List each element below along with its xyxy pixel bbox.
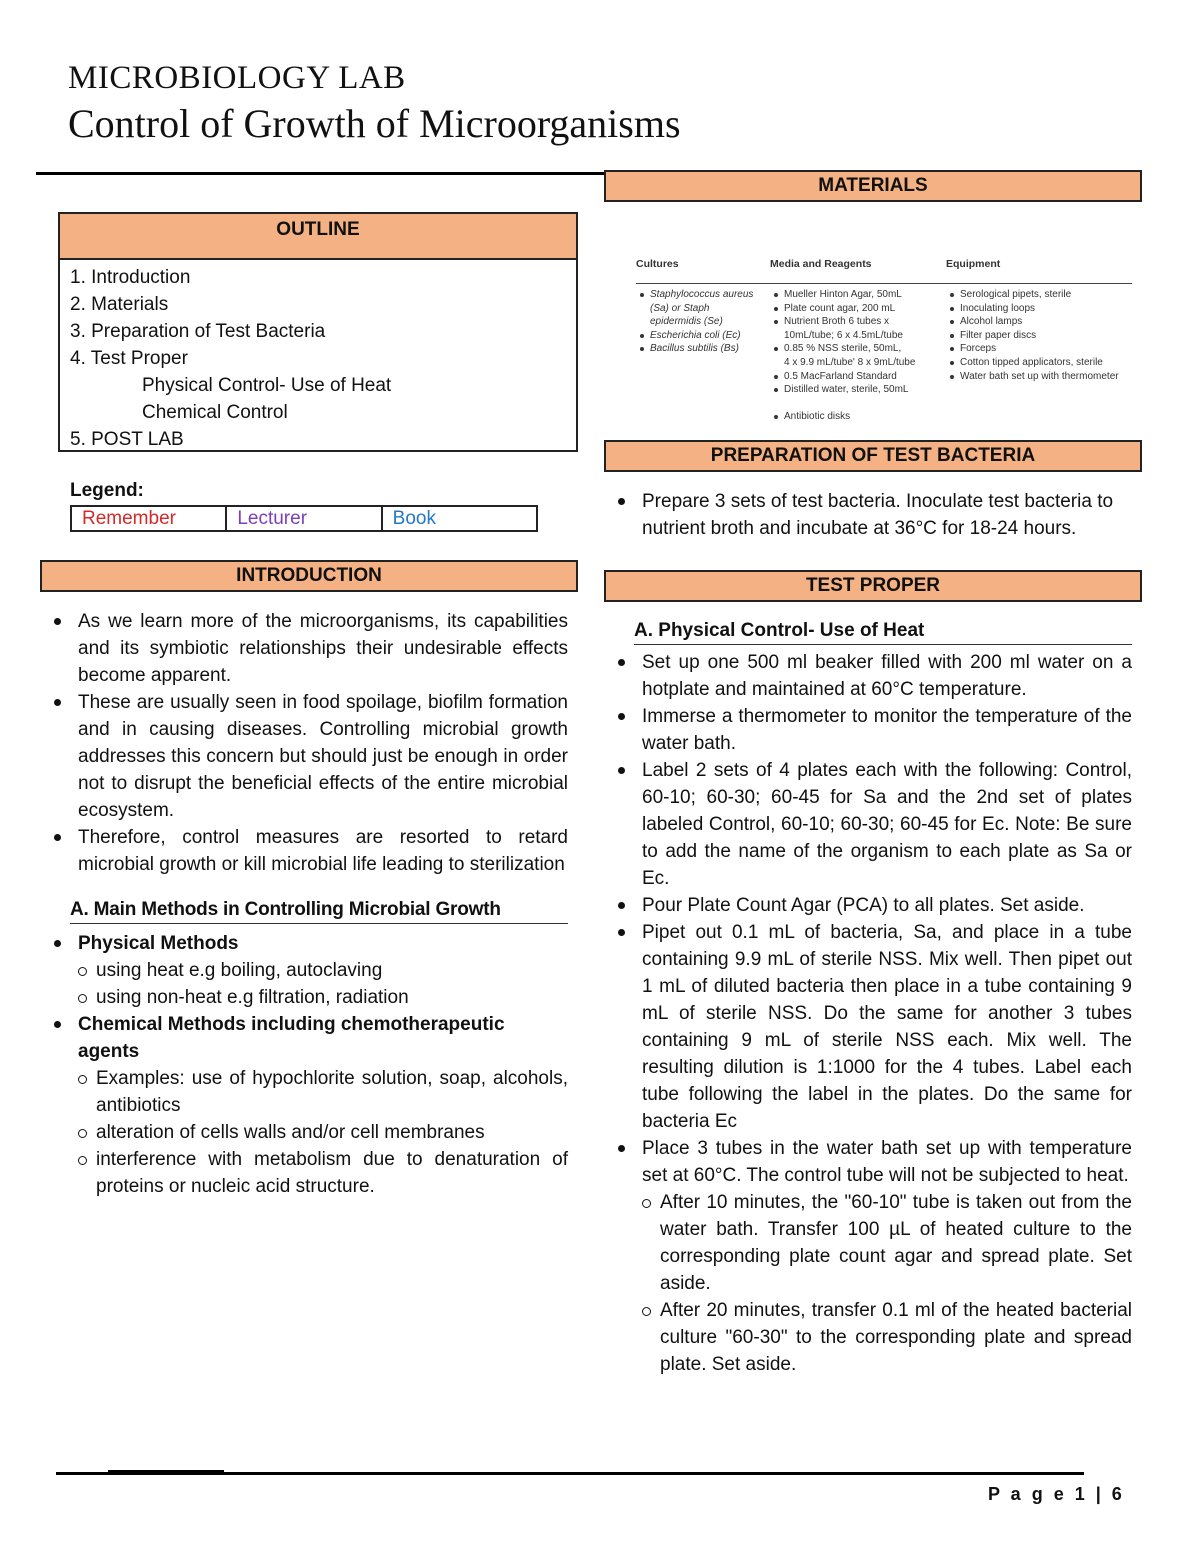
intro-bullet: As we learn more of the microorganisms, its capabilities and its symbiotic relationships their undesirable effects become apparent. — [40, 608, 568, 689]
materials-item: 10mL/tube; 6 x 4.5mL/tube — [784, 329, 903, 341]
materials-item — [770, 397, 946, 411]
legend-lecturer: Lecturer — [227, 507, 382, 530]
materials-item: Forceps — [946, 342, 1132, 356]
outline-item: 2. Materials — [70, 294, 169, 315]
test-bullet: Pour Plate Count Agar (PCA) to all plates. Set aside. — [604, 892, 1132, 919]
legend-book: Book — [392, 508, 436, 529]
materials-item: Escherichia coli (Ec) — [636, 329, 770, 343]
outline-box — [58, 212, 578, 452]
bottom-divider — [56, 1472, 1084, 1475]
course-title: MICROBIOLOGY LAB — [68, 60, 406, 96]
outline-item: 5. POST LAB — [70, 429, 184, 450]
test-sub: After 10 minutes, the "60-10" tube is taken out from the water bath. Transfer 100 µL of heated culture to the corresponding plate count agar and spread plate. Set aside. — [604, 1189, 1132, 1297]
legend-table — [70, 505, 538, 532]
materials-item: Antibiotic disks — [770, 410, 946, 424]
page-number: P a g e 1 | 6 — [988, 1484, 1125, 1504]
test-bullet: Label 2 sets of 4 plates each with the following: Control, 60-10; 60-30; 60-45 for Sa and the 2nd set of plates labeled Control, 60-10; 60-30; 60-45 for Ec. Note: Be sure to add the name of the organism to each plate as Sa or Ec. — [604, 757, 1132, 892]
test-bullet: Set up one 500 ml beaker filled with 200 ml water on a hotplate and maintained at 60°C temperature. — [604, 649, 1132, 703]
preparation-body — [604, 488, 1124, 542]
introduction-heading: INTRODUCTION — [40, 560, 578, 592]
materials-item: 4 x 9.9 mL/tube' 8 x 9mL/tube — [784, 356, 916, 368]
outline-subitem: Physical Control- Use of Heat — [142, 375, 392, 396]
intro-bullet: These are usually seen in food spoilage, biofilm formation and in causing diseases. Controlling microbial growth addresses this concern but should just be enough in order not to disrupt the beneficial effects of the entire microbial ecosystem. — [40, 689, 568, 824]
legend-label: Legend: — [70, 480, 144, 501]
chemical-sub: alteration of cells walls and/or cell membranes — [40, 1119, 568, 1146]
chemical-sub: Examples: use of hypochlorite solution, soap, alcohols, antibiotics — [40, 1065, 568, 1119]
test-proper-body — [604, 617, 1132, 1378]
physical-sub: using non-heat e.g filtration, radiation — [40, 984, 568, 1011]
materials-col-title: Equipment — [946, 258, 1132, 284]
materials-item: Distilled water, sterile, 50mL — [770, 383, 946, 397]
materials-item: Water bath set up with thermometer — [946, 370, 1132, 384]
chemical-methods: Chemical Methods including chemotherapeutic agents — [40, 1011, 568, 1065]
bottom-divider-accent — [108, 1470, 224, 1472]
introduction-body — [40, 608, 568, 1200]
preparation-bullet: Prepare 3 sets of test bacteria. Inoculate test bacteria to nutrient broth and incubate at 36°C for 18-24 hours. — [604, 488, 1124, 542]
test-bullet: Place 3 tubes in the water bath set up with temperature set at 60°C. The control tube will not be subjected to heat. — [604, 1135, 1132, 1189]
materials-col-title: Cultures — [636, 258, 770, 284]
test-sub: After 20 minutes, transfer 0.1 ml of the heated bacterial culture "60-30" to the corresponding plate and spread plate. Set aside. — [604, 1297, 1132, 1378]
outline-item: 3. Preparation of Test Bacteria — [70, 321, 326, 342]
test-bullet: Immerse a thermometer to monitor the temperature of the water bath. — [604, 703, 1132, 757]
legend-remember: Remember — [72, 507, 227, 530]
materials-item: Staphylococcus aureus — [636, 288, 770, 302]
materials-col-title: Media and Reagents — [770, 258, 946, 284]
intro-bullet: Therefore, control measures are resorted to retard microbial growth or kill microbial life leading to sterilization — [40, 824, 568, 878]
materials-item: (Sa) or Staph — [650, 302, 710, 314]
outline-item: 4. Test Proper — [70, 348, 188, 369]
materials-heading: MATERIALS — [604, 170, 1142, 202]
physical-methods: Physical Methods — [40, 930, 568, 957]
materials-col-equipment — [946, 258, 1132, 383]
methods-heading: A. Main Methods in Controlling Microbial Growth — [70, 896, 568, 924]
materials-item: Alcohol lamps — [946, 315, 1132, 329]
test-bullet: Pipet out 0.1 mL of bacteria, Sa, and place in a tube containing 9.9 mL of sterile NSS. Mix well. Then pipet out 1 mL of diluted bacteria then place in a tube containing 9 mL of sterile NSS. Do the same for another 3 tubes containing 9 mL of sterile NSS each. Mix well. The resulting dilution is 1:1000 for the 4 tubes. Label each tube following the label in the plates. Do the same for bacteria Ec — [604, 919, 1132, 1135]
materials-item: 0.5 MacFarland Standard — [770, 370, 946, 384]
materials-item: Mueller Hinton Agar, 50mL — [770, 288, 946, 302]
top-divider — [36, 172, 606, 175]
outline-heading: OUTLINE — [60, 214, 576, 260]
materials-item: Inoculating loops — [946, 302, 1132, 316]
test-proper-heading: TEST PROPER — [604, 570, 1142, 602]
materials-item: Filter paper discs — [946, 329, 1132, 343]
materials-col-media — [770, 258, 946, 424]
physical-control-heading: A. Physical Control- Use of Heat — [634, 617, 1132, 645]
materials-item: 0.85 % NSS sterile, 50mL, — [770, 342, 946, 356]
materials-item: Bacillus subtilis (Bs) — [636, 342, 770, 356]
outline-subitem: Chemical Control — [142, 402, 288, 423]
outline-list — [60, 260, 576, 453]
materials-item: Plate count agar, 200 mL — [770, 302, 946, 316]
chemical-sub: interference with metabolism due to denaturation of proteins or nucleic acid structure. — [40, 1146, 568, 1200]
materials-col-cultures — [636, 258, 770, 356]
preparation-heading: PREPARATION OF TEST BACTERIA — [604, 440, 1142, 472]
materials-item: Serological pipets, sterile — [946, 288, 1132, 302]
outline-item: 1. Introduction — [70, 267, 191, 288]
page-title: Control of Growth of Microorganisms — [68, 101, 681, 146]
materials-item: Nutrient Broth 6 tubes x — [770, 315, 946, 329]
materials-item: Cotton tipped applicators, sterile — [946, 356, 1132, 370]
physical-sub: using heat e.g boiling, autoclaving — [40, 957, 568, 984]
materials-table — [636, 258, 1132, 428]
materials-item: epidermidis (Se) — [650, 316, 723, 328]
